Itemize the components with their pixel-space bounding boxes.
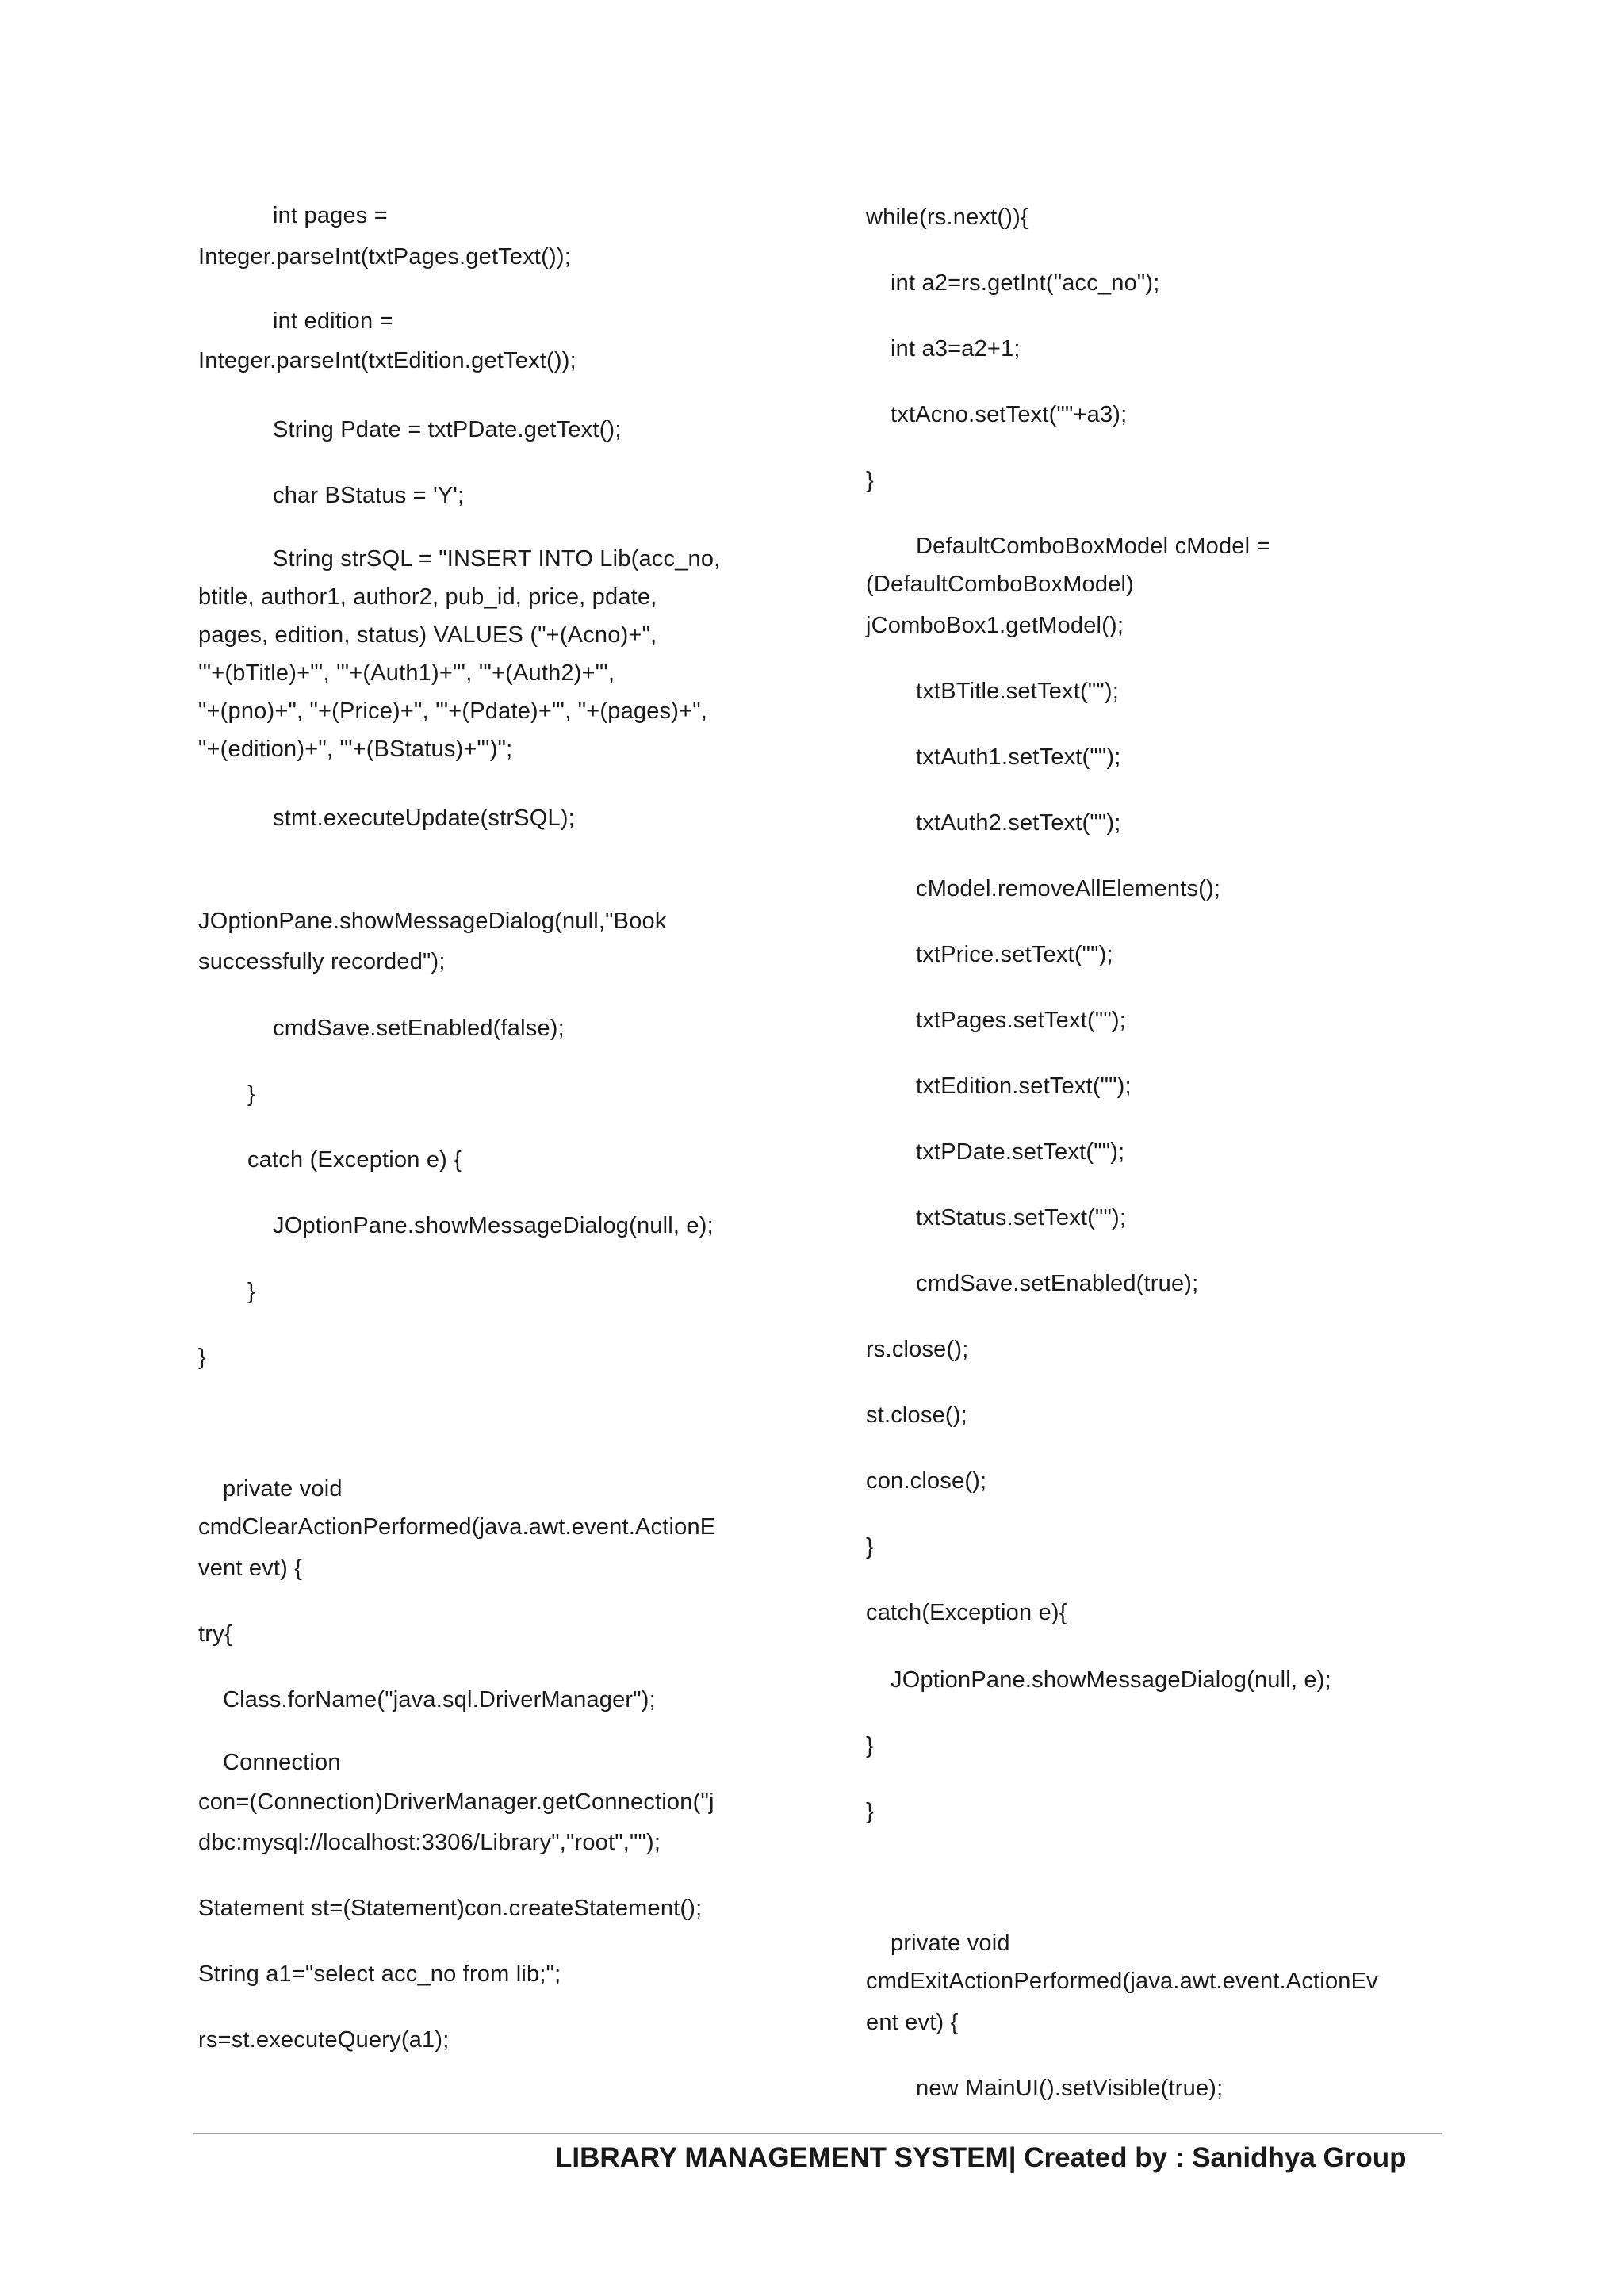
code-line: '"+(bTitle)+"', '"+(Auth1)+"', '"+(Auth2)+"',: [198, 660, 615, 686]
code-line: txtAcno.setText(""+a3);: [891, 402, 1128, 427]
code-line: private void: [891, 1931, 1010, 1956]
code-line: }: [247, 1279, 255, 1304]
code-line: btitle, author1, author2, pub_id, price, pdate,: [198, 584, 657, 610]
code-line: Integer.parseInt(txtPages.getText());: [198, 244, 572, 270]
code-line: con=(Connection)DriverManager.getConnection("j: [198, 1789, 714, 1815]
code-line: int a2=rs.getInt("acc_no");: [891, 270, 1160, 296]
code-line: cmdExitActionPerformed(java.awt.event.ActionEv: [866, 1969, 1378, 1994]
footer-divider: [193, 2133, 1442, 2134]
code-line: while(rs.next()){: [866, 205, 1028, 230]
code-line: new MainUI().setVisible(true);: [916, 2076, 1224, 2101]
code-line: dbc:mysql://localhost:3306/Library","root","");: [198, 1830, 661, 1855]
code-line: }: [866, 1733, 874, 1758]
code-line: Statement st=(Statement)con.createStatement();: [198, 1896, 703, 1921]
code-line: txtPDate.setText("");: [916, 1139, 1125, 1165]
code-line: DefaultComboBoxModel cModel =: [916, 534, 1270, 559]
code-line: txtStatus.setText("");: [916, 1205, 1127, 1230]
code-line: String Pdate = txtPDate.getText();: [273, 417, 622, 442]
code-line: cModel.removeAllElements();: [916, 876, 1221, 901]
code-line: rs=st.executeQuery(a1);: [198, 2027, 450, 2053]
code-line: char BStatus = 'Y';: [273, 483, 465, 508]
code-line: cmdClearActionPerformed(java.awt.event.ActionE: [198, 1514, 716, 1540]
code-line: successfully recorded");: [198, 949, 446, 974]
code-line: "+(edition)+", '"+(BStatus)+"')";: [198, 737, 513, 762]
code-line: JOptionPane.showMessageDialog(null, e);: [891, 1667, 1331, 1693]
code-line: txtPrice.setText("");: [916, 942, 1113, 967]
code-line: stmt.executeUpdate(strSQL);: [273, 806, 575, 831]
code-line: txtPages.setText("");: [916, 1008, 1126, 1033]
code-line: String a1="select acc_no from lib;";: [198, 1961, 561, 1987]
code-line: }: [866, 468, 874, 493]
code-line: try{: [198, 1621, 232, 1647]
code-line: rs.close();: [866, 1337, 969, 1362]
code-line: txtAuth1.setText("");: [916, 744, 1121, 770]
code-line: "+(pno)+", "+(Price)+", '"+(Pdate)+"', "+(pages)+",: [198, 698, 708, 724]
code-line: Class.forName("java.sql.DriverManager");: [223, 1687, 656, 1712]
code-line: con.close();: [866, 1468, 987, 1494]
page-footer: LIBRARY MANAGEMENT SYSTEM| Created by : Sanidhya Group: [555, 2142, 1407, 2173]
code-line: cmdSave.setEnabled(false);: [273, 1016, 565, 1041]
code-line: ent evt) {: [866, 2010, 959, 2035]
code-line: }: [866, 1534, 874, 1559]
code-line: JOptionPane.showMessageDialog(null, e);: [273, 1213, 714, 1238]
code-line: txtBTitle.setText("");: [916, 679, 1119, 704]
code-line: private void: [223, 1476, 343, 1502]
code-line: }: [866, 1799, 874, 1824]
code-line: txtEdition.setText("");: [916, 1073, 1132, 1099]
code-line: catch(Exception e){: [866, 1600, 1067, 1625]
code-line: JOptionPane.showMessageDialog(null,"Book: [198, 909, 667, 934]
code-line: Integer.parseInt(txtEdition.getText());: [198, 348, 576, 373]
code-line: int edition =: [273, 308, 393, 334]
code-line: jComboBox1.getModel();: [866, 613, 1124, 638]
code-line: st.close();: [866, 1402, 967, 1428]
code-line: }: [247, 1081, 255, 1107]
code-line: Connection: [223, 1750, 341, 1775]
code-line: cmdSave.setEnabled(true);: [916, 1271, 1199, 1296]
code-line: String strSQL = "INSERT INTO Lib(acc_no,: [273, 546, 721, 572]
code-line: int a3=a2+1;: [891, 336, 1021, 362]
code-line: txtAuth2.setText("");: [916, 810, 1121, 836]
code-line: (DefaultComboBoxModel): [866, 572, 1135, 597]
code-line: vent evt) {: [198, 1556, 303, 1581]
code-line: pages, edition, status) VALUES ("+(Acno)+",: [198, 622, 657, 648]
code-line: catch (Exception e) {: [247, 1147, 462, 1173]
code-line: int pages =: [273, 203, 388, 228]
code-line: }: [198, 1345, 206, 1370]
